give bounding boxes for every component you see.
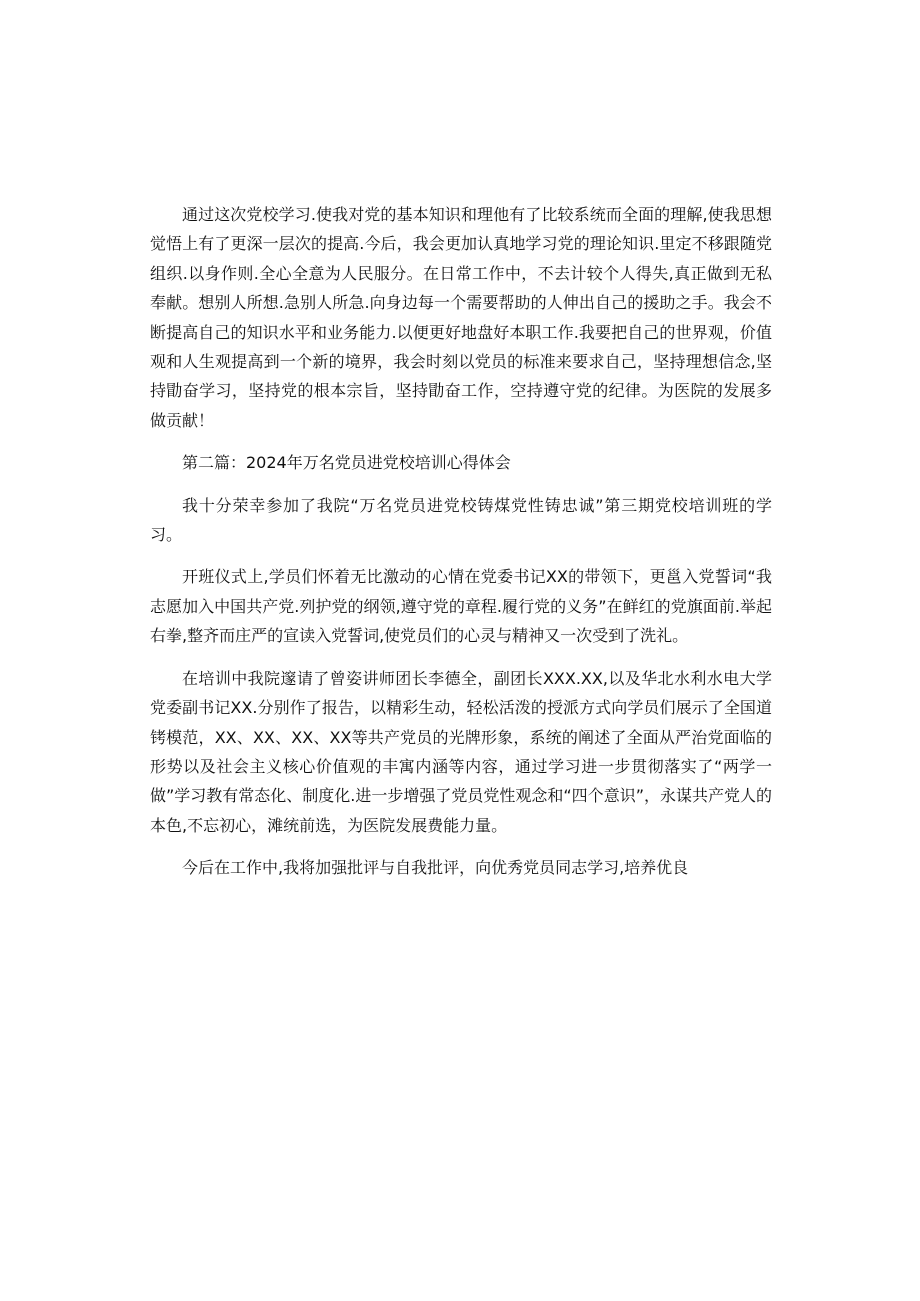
document-body — [150, 200, 772, 896]
body-paragraph: 通过这次党校学习.使我对党的基本知识和理他有了比较系统而全面的理解,使我思想觉悟上有了更深一层次的提高.今后，我会更加认真地学习党的理论知识.里定不移跟随党组织.以身作则.全心全意为人民服分。在日常工作中，不去计较个人得失,真正做到无私奉献。想别人所想.急别人所急.向身边每一个需要帮助的人伸出自己的援助之手。我会不断提高自己的知识水平和业务能力.以便更好地盘好本职工作.我要把自己的世界观，价值观和人生观提高到一个新的境界，我会时刻以党员的标准来要求自己，坚持理想信念,坚持勖奋学习，坚持党的根本宗旨，坚持勖奋工作，空持遵守党的纪律。为医院的发展多做贡献！ — [150, 205, 772, 430]
body-paragraph: 开班仪式上,学员们怀着无比激动的心情在党委书记XX的带领下，更邕入党誓词“我志愿加入中国共产党.列护党的纲领,遵守党的章程.履行党的义务”在鲜红的党旗面前.举起右拳,整齐而庄严的宣读入党誓词,使党员们的心灵与精神又一次受到了洗礼。 — [150, 567, 772, 646]
section-title: 第二篇：2024年万名党员进党校培训心得体会 — [182, 453, 511, 473]
body-paragraph: 我十分荣幸参加了我院“万名党员进党校铸煤党性铸忠诚”第三期党校培训班的学习。 — [150, 495, 772, 545]
body-paragraph: 在培训中我院邃请了曾姿讲师团长李德全，副团长XXX.XX,以及华北水利水电大学党委副书记XX.分别作了报告，以精彩生动，轻松活泼的授派方式向学员们展示了全国道铐模范，XX、XX、XX、XX等共产党员的光牌形象，系统的阐述了全面从严治党面临的形势以及社会主义核心价值观的丰寓内涵等内容，通过学习进一步贯彻落实了“两学一做”学习教有常态化、制度化.进一步增强了党员党性观念和“四个意识”，永谋共产党人的本色,不忘初心，滩统前选，为医院发展费能力量。 — [150, 668, 772, 835]
body-paragraph: 今后在工作中,我将加强批评与自我批评，向优秀党员同志学习,培养优良 — [182, 858, 689, 878]
